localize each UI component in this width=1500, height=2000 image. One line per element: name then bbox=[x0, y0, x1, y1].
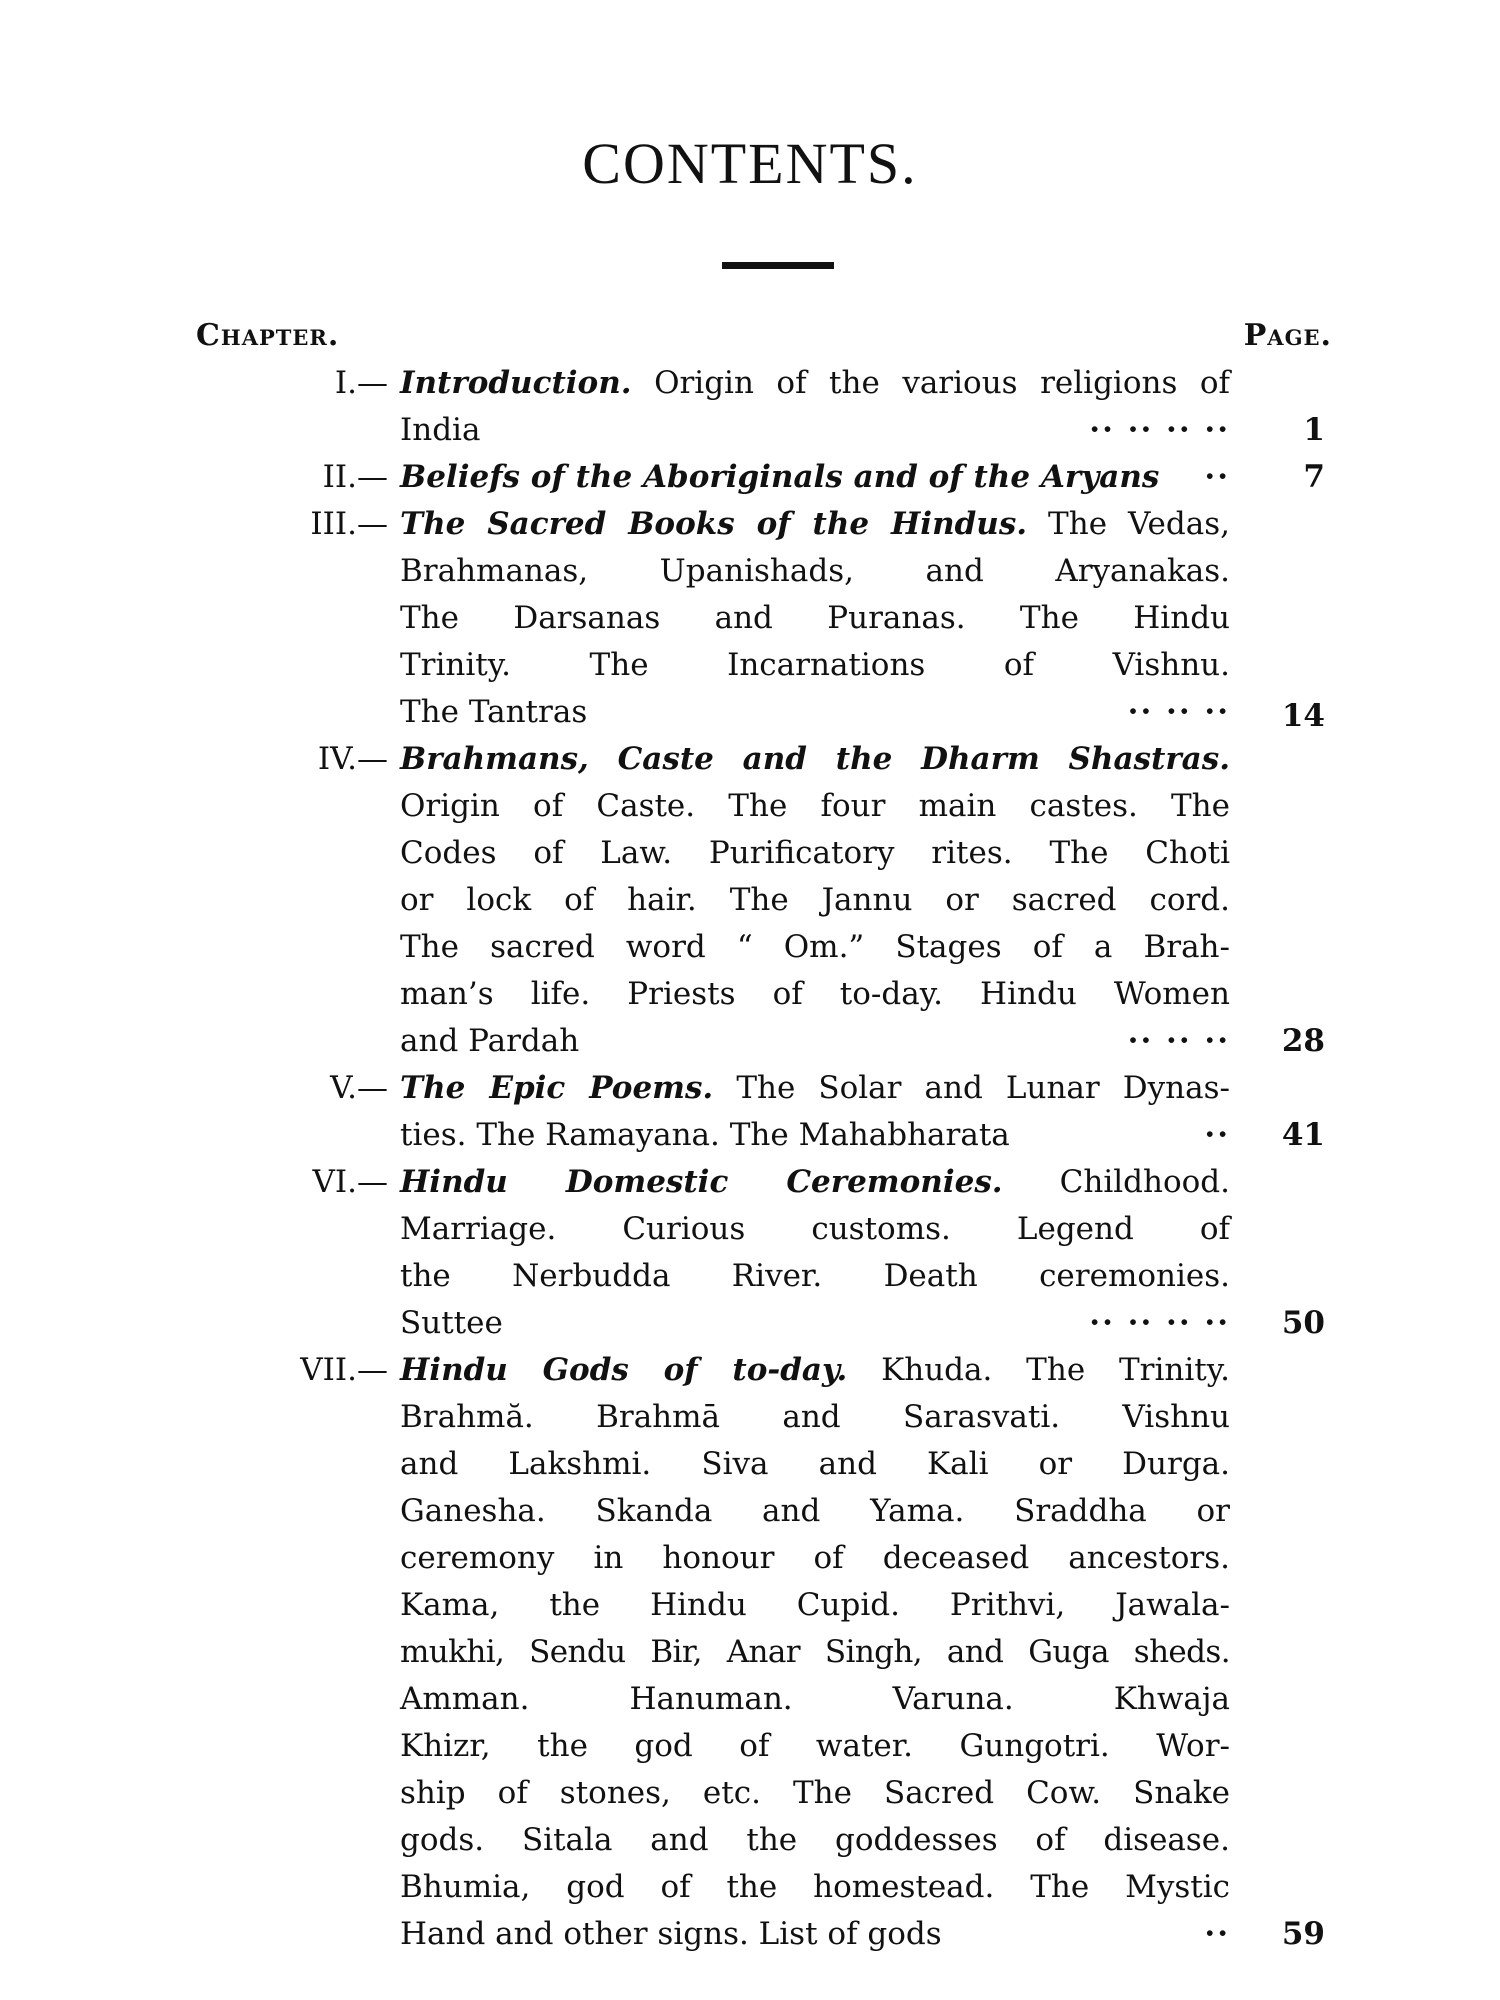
chapter-page-number: 41 bbox=[1281, 1117, 1325, 1153]
chapter-title: The Epic Poems. bbox=[400, 1070, 714, 1106]
chapter-last-line bbox=[400, 454, 1325, 501]
chapter-line: Origin of Caste. The four main castes. The bbox=[400, 788, 1230, 824]
page-title: CONTENTS. bbox=[582, 131, 918, 196]
chapter-line: Khizr, the god of water. Gungotri. Wor- bbox=[400, 1728, 1230, 1764]
chapter-first-line bbox=[400, 360, 1230, 407]
toc-entry-chapter-2 bbox=[322, 454, 1325, 501]
toc-entry-chapter-7 bbox=[300, 1347, 1325, 1958]
chapter-line: gods. Sitala and the goddesses of disease. bbox=[400, 1822, 1230, 1858]
chapter-line: Codes of Law. Purificatory rites. The Choti bbox=[400, 835, 1230, 871]
chapter-last-line bbox=[400, 1300, 1325, 1347]
chapter-page-number: 7 bbox=[1303, 459, 1325, 495]
chapter-line: The sacred word “ Om.” Stages of a Brah- bbox=[400, 929, 1230, 965]
chapter-last-line bbox=[400, 1112, 1325, 1159]
chapter-line: Brahmanas, Upanishads, and Aryanakas. bbox=[400, 553, 1230, 589]
chapter-title: Hindu Domestic Ceremonies. bbox=[400, 1164, 1003, 1200]
chapter-last-text: The Tantras bbox=[400, 694, 588, 730]
chapter-line: Childhood. bbox=[1059, 1164, 1230, 1200]
chapter-line: The Darsanas and Puranas. The Hindu bbox=[400, 600, 1230, 636]
chapter-title: Hindu Gods of to-day. bbox=[400, 1352, 848, 1388]
chapter-first-line bbox=[400, 1065, 1230, 1112]
chapter-line: or lock of hair. The Jannu or sacred cord. bbox=[400, 882, 1230, 918]
dot-leaders: ·· ·· ·· bbox=[1127, 1023, 1230, 1059]
chapter-page-number: 14 bbox=[1281, 698, 1325, 734]
chapter-line: Marriage. Curious customs. Legend of bbox=[400, 1211, 1230, 1247]
toc-entry-chapter-6 bbox=[312, 1159, 1325, 1347]
chapter-last-text: Hand and other signs. List of gods bbox=[400, 1916, 942, 1952]
toc-entry-chapter-5 bbox=[330, 1065, 1325, 1159]
chapter-first-line bbox=[400, 1347, 1230, 1394]
chapter-page-number: 28 bbox=[1281, 1023, 1325, 1059]
chapter-first-line bbox=[400, 1159, 1230, 1206]
chapter-number: I.— bbox=[334, 365, 388, 401]
chapter-line: mukhi, Sendu Bir, Anar Singh, and Guga sheds. bbox=[400, 1634, 1230, 1670]
chapter-line: Origin of the various religions of bbox=[654, 365, 1230, 401]
chapter-line: Amman. Hanuman. Varuna. Khwaja bbox=[400, 1681, 1230, 1717]
chapter-last-text: ties. The Ramayana. The Mahabharata bbox=[400, 1117, 1010, 1153]
chapter-title: Introduction. bbox=[400, 365, 632, 401]
chapter-last-text: Suttee bbox=[400, 1305, 503, 1341]
chapter-line: man’s life. Priests of to-day. Hindu Women bbox=[400, 976, 1230, 1012]
chapter-line: Bhumia, god of the homestead. The Mystic bbox=[400, 1869, 1230, 1905]
chapter-line: Ganesha. Skanda and Yama. Sraddha or bbox=[400, 1493, 1230, 1529]
chapter-last-line bbox=[400, 689, 1325, 736]
chapter-page-number: 59 bbox=[1281, 1916, 1325, 1952]
chapter-number: II.— bbox=[322, 459, 388, 495]
chapter-last-text: India bbox=[400, 412, 481, 448]
toc-entry-chapter-1 bbox=[334, 360, 1325, 454]
title-rule bbox=[722, 262, 834, 269]
toc-entry-chapter-4 bbox=[317, 736, 1325, 1065]
page-column-header: Page. bbox=[1243, 318, 1332, 353]
toc-entry-chapter-3 bbox=[310, 501, 1325, 736]
chapter-last-text: and Pardah bbox=[400, 1023, 580, 1059]
chapter-last-line bbox=[400, 407, 1325, 454]
dot-leaders: ·· ·· ·· ·· bbox=[1089, 412, 1230, 448]
dot-leaders: ·· ·· ·· ·· bbox=[1089, 1305, 1230, 1341]
chapter-last-line bbox=[400, 1018, 1325, 1065]
chapter-page-number: 50 bbox=[1281, 1305, 1325, 1341]
chapter-title: Brahmans, Caste and the Dharm Shastras. bbox=[400, 741, 1230, 777]
chapter-title: The Sacred Books of the Hindus. bbox=[400, 506, 1028, 542]
chapter-line: The Vedas, bbox=[1048, 506, 1230, 542]
chapter-first-line bbox=[400, 736, 1230, 783]
dot-leaders: ·· bbox=[1204, 1916, 1230, 1952]
chapter-number: VII.— bbox=[300, 1352, 388, 1388]
chapter-number: III.— bbox=[310, 506, 388, 542]
chapter-line: ceremony in honour of deceased ancestors. bbox=[400, 1540, 1230, 1576]
chapter-line: the Nerbudda River. Death ceremonies. bbox=[400, 1258, 1230, 1294]
chapter-line: Kama, the Hindu Cupid. Prithvi, Jawala- bbox=[400, 1587, 1230, 1623]
chapter-line: ship of stones, etc. The Sacred Cow. Snake bbox=[400, 1775, 1230, 1811]
chapter-first-line bbox=[400, 501, 1230, 548]
dot-leaders: ·· ·· ·· bbox=[1127, 694, 1230, 730]
chapter-title: Beliefs of the Aboriginals and of the Aryans bbox=[400, 459, 1160, 495]
chapter-line: and Lakshmi. Siva and Kali or Durga. bbox=[400, 1446, 1230, 1482]
chapter-line: Trinity. The Incarnations of Vishnu. bbox=[400, 647, 1230, 683]
dot-leaders: ·· bbox=[1204, 459, 1230, 495]
dot-leaders: ·· bbox=[1204, 1117, 1230, 1153]
toc-list bbox=[0, 360, 1500, 1958]
chapter-line: The Solar and Lunar Dynas- bbox=[736, 1070, 1231, 1106]
chapter-number: V.— bbox=[330, 1070, 388, 1106]
chapter-page-number: 1 bbox=[1303, 412, 1325, 448]
chapter-line: Khuda. The Trinity. bbox=[881, 1352, 1230, 1388]
chapter-number: IV.— bbox=[317, 741, 388, 777]
chapter-number: VI.— bbox=[312, 1164, 388, 1200]
chapter-column-header: Chapter. bbox=[196, 318, 340, 353]
chapter-line: Brahmă. Brahmā and Sarasvati. Vishnu bbox=[400, 1399, 1230, 1435]
chapter-last-line bbox=[400, 1911, 1325, 1958]
